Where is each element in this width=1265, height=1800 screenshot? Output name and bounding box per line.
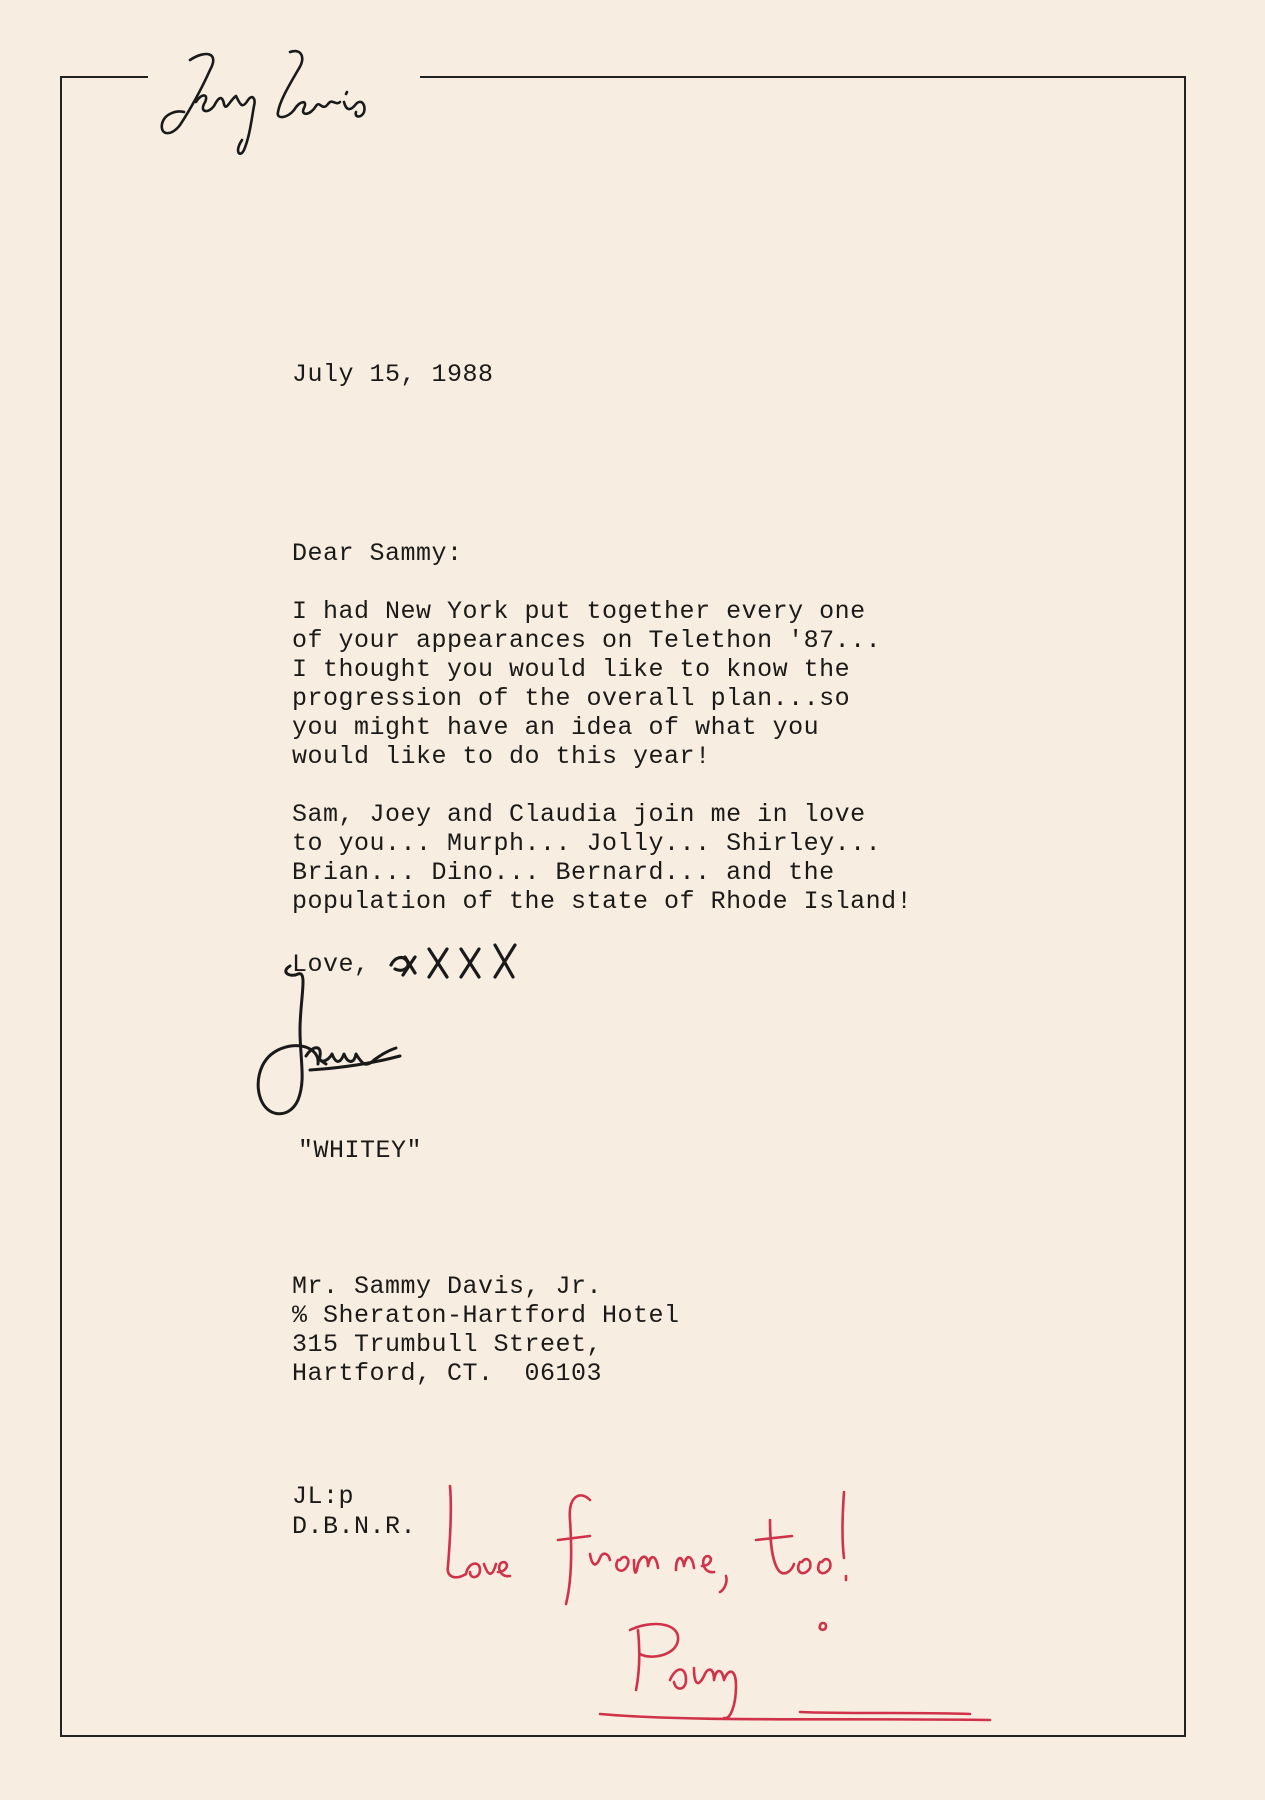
address-line: % Sheraton-Hartford Hotel <box>292 1301 680 1330</box>
postscript-handwriting <box>440 1480 1030 1620</box>
reference-initials: JL:p <box>292 1482 355 1511</box>
author-signature <box>250 960 450 1140</box>
paragraph-line: Sam, Joey and Claudia join me in love <box>292 800 866 829</box>
paragraph-line: of your appearances on Telethon '87... <box>292 626 882 655</box>
paragraph-line: to you... Murph... Jolly... Shirley... <box>292 829 882 858</box>
address-line: 315 Trumbull Street, <box>292 1330 603 1359</box>
frame-top-right-rule <box>420 76 1186 78</box>
letter-closing: Love, <box>292 950 370 979</box>
address-line: Mr. Sammy Davis, Jr. <box>292 1272 603 1301</box>
frame-bottom-rule <box>60 1735 1186 1737</box>
letterhead-signature <box>150 40 420 170</box>
frame-top-left-rule <box>60 76 148 78</box>
paragraph-line: progression of the overall plan...so <box>292 684 851 713</box>
paragraph-line: you might have an idea of what you <box>292 713 820 742</box>
frame-right-rule <box>1184 76 1186 1736</box>
paragraph-line: population of the state of Rhode Island! <box>292 887 913 916</box>
letter-paragraph-2 <box>292 800 912 916</box>
paragraph-line: I thought you would like to know the <box>292 655 851 684</box>
paragraph-line: I had New York put together every one <box>292 597 866 626</box>
frame-left-rule <box>60 76 62 1736</box>
paragraph-line: Brian... Dino... Bernard... and the <box>292 858 835 887</box>
reference-code: D.B.N.R. <box>292 1512 417 1541</box>
recipient-address <box>292 1272 680 1388</box>
address-line: Hartford, CT. 06103 <box>292 1359 603 1388</box>
author-nickname: "WHITEY" <box>298 1136 423 1165</box>
postscript-signature <box>590 1610 1110 1730</box>
letter-paragraph-1 <box>292 597 881 771</box>
paragraph-line: would like to do this year! <box>292 742 711 771</box>
letter-date: July 15, 1988 <box>292 360 494 389</box>
letter-salutation: Dear Sammy: <box>292 539 463 568</box>
